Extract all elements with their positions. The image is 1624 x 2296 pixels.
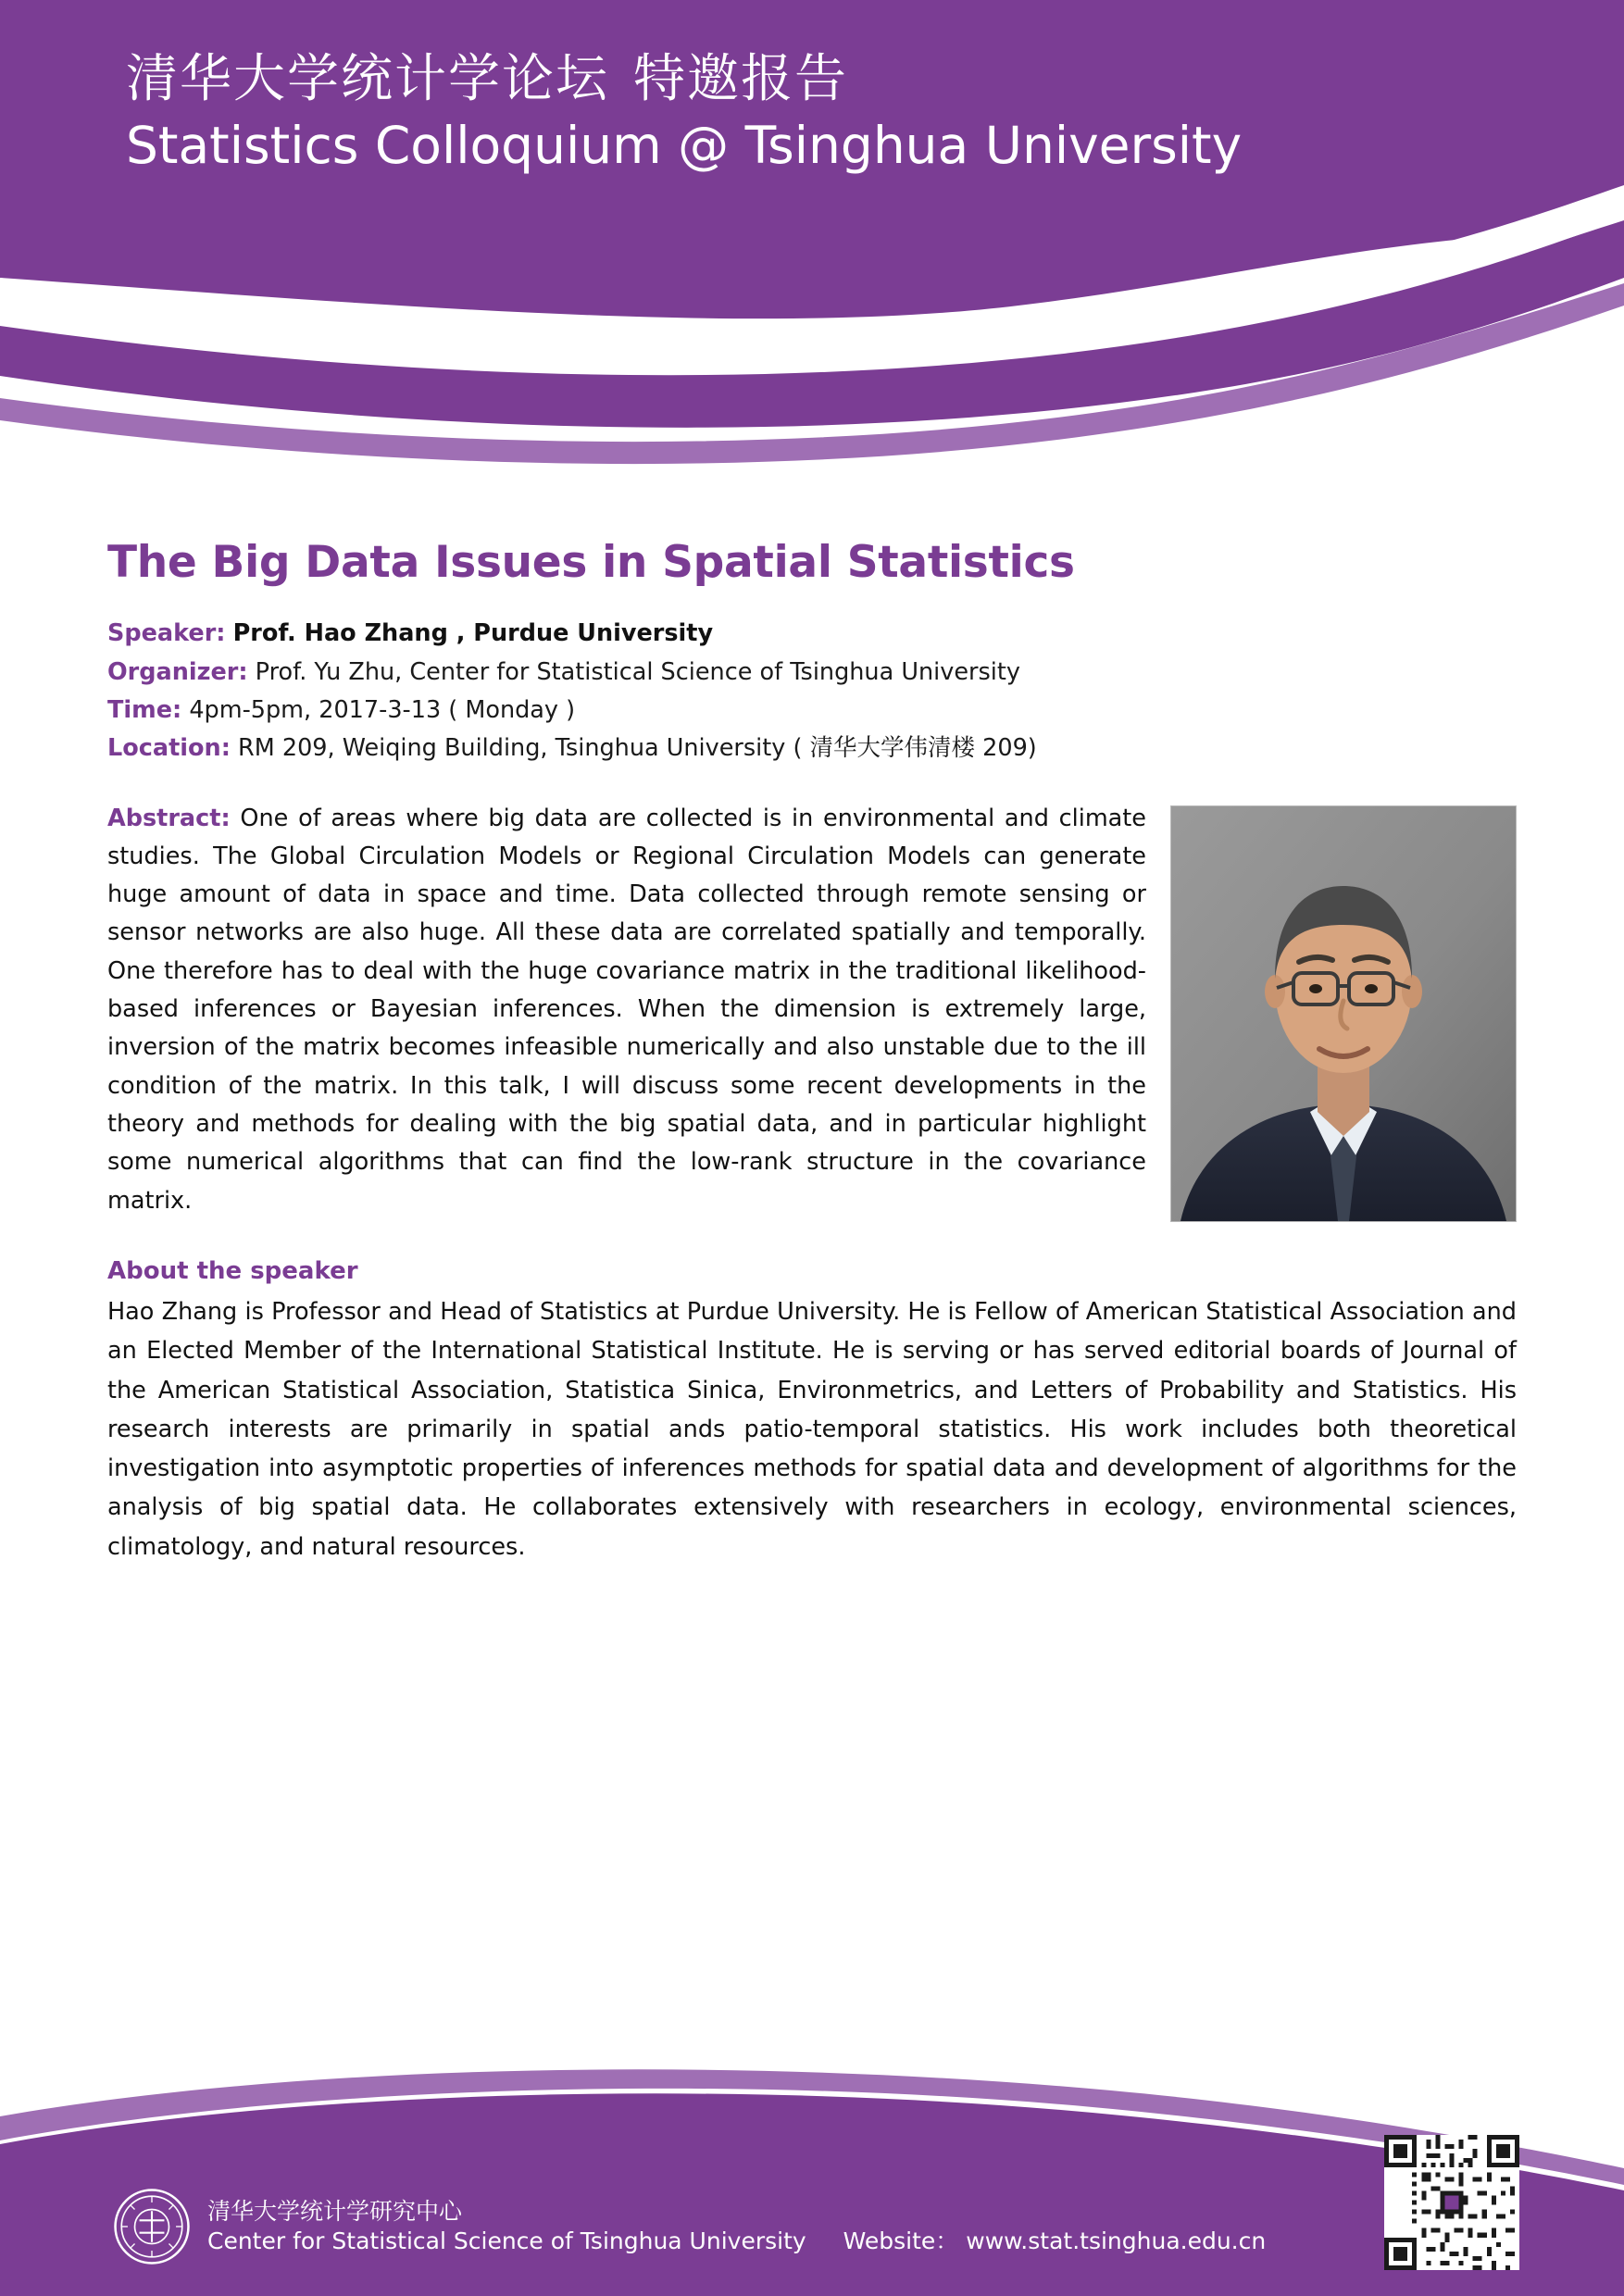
abstract-section: [107, 800, 1517, 1220]
poster-footer: [0, 2055, 1624, 2296]
meta-organizer-label: Organizer:: [107, 657, 248, 686]
meta-organizer-value: Prof. Yu Zhu, Center for Statistical Science of Tsinghua University: [255, 657, 1020, 686]
qr-code[interactable]: [1384, 2135, 1519, 2270]
meta-time: [107, 692, 1517, 730]
footer-org-block: [207, 2197, 1266, 2256]
abstract-text: One of areas where big data are collected is in environmental and climate studies. The Global Circulation Models or Regional Circulation Models can generate huge amount of data in space and time. Data collected through remote sensing or sensor networks are also huge. All these data are correlated spatially and temporally. One therefore has to deal with the huge covariance matrix in the traditional likelihood-based inferences or Bayesian inferences. When the dimension is extremely large, inversion of the matrix becomes infeasible numerically and also unstable due to the ill condition of the matrix. In this talk, I will discuss some recent developments in the theory and methods for dealing with the big spatial data, and in particular highlight some numerical algorithms that can find the low-rank structure in the covariance matrix.: [107, 804, 1146, 1215]
tsinghua-seal-icon: [113, 2188, 191, 2265]
footer-content: [0, 2157, 1624, 2296]
page-title: The Big Data Issues in Spatial Statistics: [107, 537, 1075, 588]
meta-speaker-value: Prof. Hao Zhang , Purdue University: [232, 619, 714, 648]
meta-location: [107, 730, 1517, 767]
header-titles: [126, 48, 1242, 176]
poster-header: [0, 0, 1624, 518]
meta-location-value: RM 209, Weiqing Building, Tsinghua University ( 清华大学伟清楼 209): [238, 734, 1037, 763]
meta-location-label: Location:: [107, 734, 231, 763]
footer-website-label: Website：: [843, 2227, 959, 2254]
footer-org-chinese: 清华大学统计学研究中心: [207, 2198, 463, 2225]
about-speaker-text: Hao Zhang is Professor and Head of Statistics at Purdue University. He is Fellow of American Statistical Association and an Elected Member of the International Statistical Institute. He is serving or has served editorial boards of Journal of the American Statistical Association, Statistica Sinica, Environmetrics, and Letters of Probability and Statistics. His research interests are primarily in spatial ands patio-temporal statistics. His work includes both theoretical investigation into asymptotic properties of inferences methods for spatial data and development of algorithms for the analysis of big spatial data. He collaborates extensively with researchers in ecology, environmental sciences, climatology, and natural resources.: [107, 1297, 1517, 1561]
about-speaker-heading: About the speaker: [107, 1256, 358, 1285]
meta-time-value: 4pm-5pm, 2017-3-13 ( Monday ): [189, 695, 576, 724]
footer-org-english: Center for Statistical Science of Tsinghua University: [207, 2227, 806, 2254]
speaker-photo-illustration: [1171, 806, 1516, 1221]
header-title-chinese-main: 清华大学统计学论坛: [126, 49, 609, 109]
meta-speaker-label: Speaker:: [107, 619, 226, 648]
header-title-english: Statistics Colloquium @ Tsinghua University: [126, 116, 1243, 176]
footer-org-english-row: [207, 2227, 1266, 2256]
meta-organizer: [107, 654, 1517, 692]
meta-time-label: Time:: [107, 695, 182, 724]
footer-website-url[interactable]: www.stat.tsinghua.edu.cn: [966, 2227, 1267, 2254]
speaker-photo: [1170, 805, 1517, 1222]
header-title-chinese-sub: 特邀报告: [633, 49, 848, 109]
header-title-chinese: [126, 48, 1242, 111]
meta-speaker: [107, 615, 1517, 653]
abstract-label: Abstract:: [107, 804, 231, 832]
poster-body: [107, 537, 1517, 1566]
